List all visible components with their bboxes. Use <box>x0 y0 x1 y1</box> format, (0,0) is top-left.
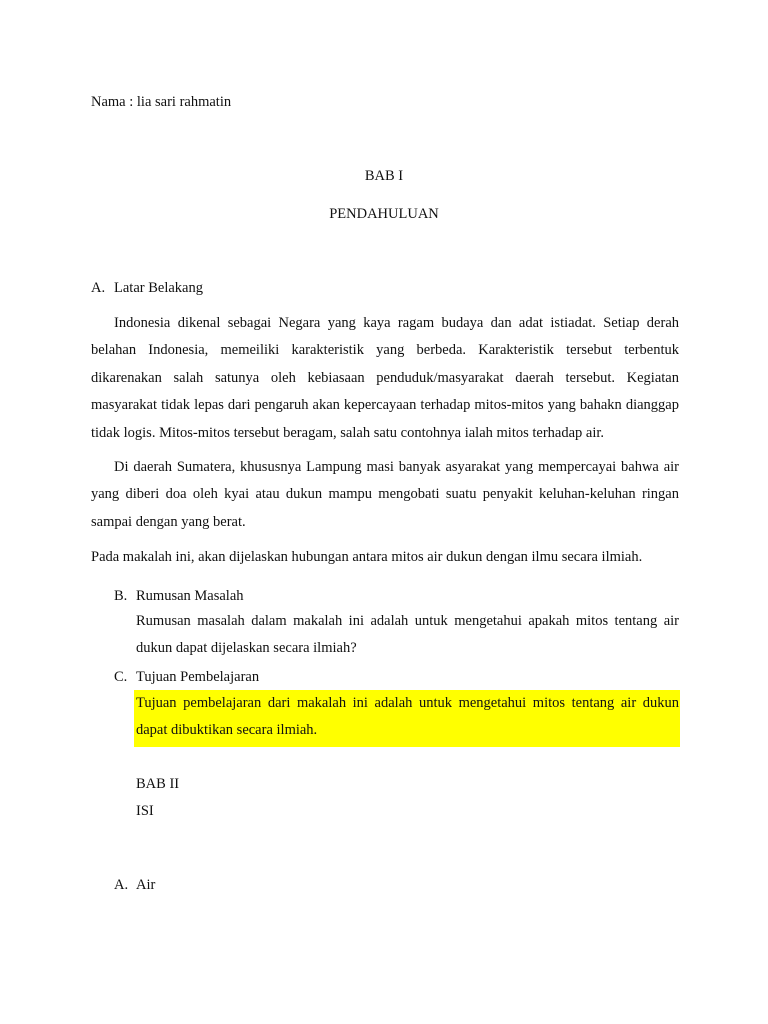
section-a-marker: A. <box>91 280 106 296</box>
paragraph-text: Indonesia dikenal sebagai Negara yang kaya ragam budaya dan adat istiadat. Setiap derah belahan Indonesia, memeiliki karakteristik yang berbeda. Karakteristik tersebut terbentuk dikarenakan salah satunya oleh kebiasaan penduduk/masyarakat daerah tersebut. Kegiatan masyarakat tidak lepas dari pengaruh akan kepercayaan terhadap mitos-mitos yang bahakn dianggap tidak logis. Mitos-mitos tersebut beragam, salah satu contohnya ialah mitos terhadap air. <box>91 315 679 441</box>
section-a2-heading: Air <box>136 877 156 893</box>
chapter1-number: BAB I <box>364 168 404 184</box>
paragraph-text: Di daerah Sumatera, khususnya Lampung masi banyak asyarakat yang mempercayai bahwa air yang diberi doa oleh kyai atau dukun mampu mengobati suatu penyakit keluhan-keluhan ringan sampai dengan yang berat. <box>91 459 679 530</box>
section-a-heading: Latar Belakang <box>114 280 203 296</box>
section-a2-marker: A. <box>114 877 129 893</box>
chapter1-title: PENDAHULUAN <box>329 206 439 222</box>
chapter2-number: BAB II <box>136 776 180 792</box>
paragraph-text: Pada makalah ini, akan dijelaskan hubungan antara mitos air dukun dengan ilmu secara ilmiah. <box>91 549 643 565</box>
paragraph-text: Tujuan pembelajaran dari makalah ini adalah untuk mengetahui mitos tentang air dukun dapat dibuktikan secara ilmiah. <box>136 695 679 739</box>
paragraph-text: Rumusan masalah dalam makalah ini adalah untuk mengetahui apakah mitos tentang air dukun dapat dijelaskan secara ilmiah? <box>136 613 679 657</box>
section-b-heading: Rumusan Masalah <box>136 588 244 604</box>
background-paragraph-2 <box>91 454 679 536</box>
section-c-heading: Tujuan Pembelajaran <box>136 669 260 685</box>
background-paragraph-3 <box>91 544 679 571</box>
problem-statement-paragraph <box>136 608 679 663</box>
learning-objective-paragraph <box>136 690 679 745</box>
section-b-marker: B. <box>114 588 128 604</box>
author-name-line: Nama : lia sari rahmatin <box>91 94 232 110</box>
background-paragraph-1 <box>91 310 679 447</box>
section-c-marker: C. <box>114 669 128 685</box>
chapter2-title: ISI <box>136 803 154 819</box>
